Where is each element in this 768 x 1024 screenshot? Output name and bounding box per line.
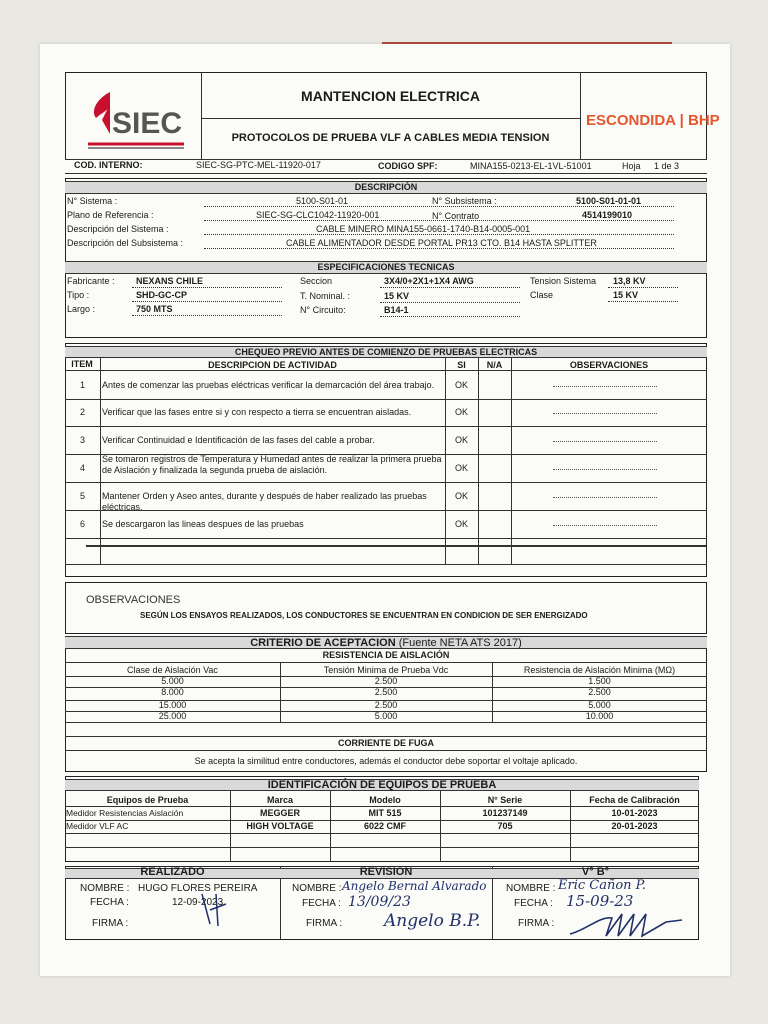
fuga-text: Se acepta la similitud entre conductores, además el conductor debe soportar el voltaje aplicado.: [194, 756, 578, 766]
realizado-signature: [196, 890, 236, 930]
criterio-col2: Tensión Minima de Prueba Vdc: [323, 665, 449, 675]
table-row: [65, 455, 707, 482]
vb-nombre-label: NOMBRE :: [506, 883, 556, 894]
equipos-col-header: Modelo: [369, 795, 401, 805]
table-row: [65, 399, 707, 426]
tension-label: Tension Sistema: [530, 276, 597, 286]
col-si: SI: [457, 360, 466, 370]
tipo-value: SHD-GC-CP: [136, 290, 187, 300]
equipos-cell: 705: [497, 821, 513, 831]
realizado-fecha-label: FECHA :: [90, 897, 129, 908]
circuito-value: B14-1: [384, 305, 409, 315]
row-desc: Antes de comenzar las pruebas eléctricas verificar la demarcación del área trabajo.: [102, 379, 435, 390]
revision-nombre-label: NOMBRE :: [292, 883, 342, 894]
equipos-cell: 20-01-2023: [611, 821, 658, 831]
criterio-cell: 25.000: [158, 711, 187, 721]
hoja-value: 1 de 3: [654, 161, 680, 171]
fuga-title: CORRIENTE DE FUGA: [337, 738, 434, 748]
desc-subsistema-value: CABLE ALIMENTADOR DESDE PORTAL PR13 CTO. B14 HASTA SPLITTER: [286, 238, 597, 248]
observaciones-text: SEGÚN LOS ENSAYOS REALIZADOS, LOS CONDUCTORES SE ENCUENTRAN EN CONDICION DE SER ENERGIZADO: [140, 611, 588, 620]
row-desc: Verificar que las fases entre si y con respecto a tierra se encuentran aisladas.: [102, 406, 412, 417]
criterio-title: CRITERIO DE ACEPTACION: [250, 637, 396, 649]
plano-value: SIEC-SG-CLC1042-11920-001: [256, 210, 380, 220]
equipos-col-header: Equipos de Prueba: [106, 795, 189, 805]
row-desc: Se descargaron las lineas despues de las pruebas: [102, 518, 304, 529]
revision-fecha-label: FECHA :: [302, 898, 341, 909]
sistema-value: 5100-S01-01: [296, 196, 349, 206]
contrato-value: 4514199010: [582, 210, 633, 220]
equipos-cell: 101237149: [482, 808, 528, 818]
row-item: 6: [79, 518, 85, 529]
row-item: 1: [79, 379, 85, 390]
equipos-title: IDENTIFICACIÓN DE EQUIPOS DE PRUEBA: [65, 779, 699, 791]
equipos-cell: HIGH VOLTAGE: [246, 821, 314, 831]
table-row: [65, 676, 707, 687]
row-si: OK: [454, 434, 468, 445]
clase-value: 15 KV: [613, 290, 639, 300]
tnominal-value: 15 KV: [384, 291, 410, 301]
revision-title: REVISION: [359, 866, 413, 878]
clase-label: Clase: [530, 290, 554, 300]
realizado-firma-label: FIRMA :: [92, 918, 129, 929]
row-item: 4: [79, 462, 85, 473]
criterio-cell: 2.500: [374, 687, 398, 697]
col-obs: OBSERVACIONES: [569, 360, 649, 370]
table-row: [65, 483, 707, 510]
table-row: [65, 700, 707, 711]
criterio-source: (Fuente NETA ATS 2017): [398, 637, 522, 649]
table-row: [65, 427, 707, 454]
criterio-col1: Clase de Aislación Vac: [127, 665, 218, 675]
criterio-cell: 5.000: [374, 711, 398, 721]
equipos-col-header: Marca: [266, 795, 293, 805]
sistema-label: N° Sistema :: [67, 196, 118, 206]
criterio-cell: 5.000: [588, 700, 611, 710]
vb-signature: [566, 908, 686, 942]
equipos-cell: Medidor VLF AC: [66, 821, 129, 831]
codigo-spf-label: CODIGO SPF:: [378, 161, 438, 171]
row-desc: Se tomaron registros de Temperatura y Humedad antes de realizar la primera prueba de Aislación y finalizada la segunda prueba de aislación.: [102, 454, 442, 475]
realizado-title: REALIZADO: [140, 866, 205, 878]
col-item: ITEM: [71, 359, 93, 369]
row-si: OK: [454, 462, 468, 473]
cod-interno-value: SIEC-SG-PTC-MEL-11920-017: [196, 160, 321, 170]
vb-title: V° B°: [581, 866, 610, 878]
col-na: N/A: [486, 360, 503, 370]
page-subtitle: PROTOCOLOS DE PRUEBA VLF A CABLES MEDIA TENSION: [231, 132, 550, 144]
equipos-col-header: N° Serie: [487, 795, 523, 805]
criterio-cell: 15.000: [158, 700, 187, 710]
subsistema-value: 5100-S01-01-01: [576, 196, 642, 206]
equipos-cell: Medidor Resistencias Aislación: [66, 808, 184, 818]
especificaciones-title: ESPECIFICACIONES TECNICAS: [65, 261, 707, 274]
fabricante-value: NEXANS CHILE: [136, 276, 204, 286]
criterio-cell: 2.500: [374, 676, 398, 686]
plano-label: Plano de Referencia :: [67, 210, 154, 220]
subsistema-label: N° Subsistema :: [432, 196, 497, 206]
hoja-label: Hoja: [622, 161, 641, 171]
table-row: [65, 511, 707, 538]
criterio-cell: 2.500: [374, 700, 398, 710]
circuito-label: N° Circuito:: [300, 305, 346, 315]
realizado-nombre: HUGO FLORES PEREIRA: [138, 883, 258, 894]
row-desc: Verificar Continuidad e Identificación de las fases del cable a probar.: [102, 434, 375, 445]
top-edge-line: [382, 42, 672, 44]
equipos-col-header: Fecha de Calibración: [589, 795, 680, 805]
row-si: OK: [454, 518, 468, 529]
table-row: [65, 372, 707, 399]
vb-fecha: 15-09-23: [566, 892, 634, 910]
resistencia-title: RESISTENCIA DE AISLACIÓN: [322, 650, 450, 660]
criterio-cell: 1.500: [588, 676, 611, 686]
row-item: 2: [79, 406, 85, 417]
tipo-label: Tipo :: [67, 290, 90, 300]
contrato-label: N° Contrato: [432, 211, 480, 221]
desc-sistema-value: CABLE MINERO MINA155-0661-1740-B14-0005-001: [316, 224, 531, 234]
desc-sistema-label: Descripción del Sistema :: [67, 224, 169, 234]
client-logo: ESCONDIDA | BHP: [586, 112, 720, 129]
vb-firma-label: FIRMA :: [518, 918, 555, 929]
revision-firma: Angelo B.P.: [384, 911, 481, 931]
tnominal-label: T. Nominal. :: [300, 291, 351, 301]
criterio-cell: 10.000: [585, 711, 614, 721]
equipos-cell: 6022 CMF: [363, 821, 407, 831]
seccion-label: Seccion: [300, 276, 333, 286]
equipos-cell: MEGGER: [259, 808, 300, 818]
row-si: OK: [454, 379, 468, 390]
col-desc: DESCRIPCION DE ACTIVIDAD: [208, 360, 337, 370]
page-title: MANTENCION ELECTRICA: [301, 88, 480, 104]
revision-fecha: 13/09/23: [348, 894, 411, 910]
criterio-cell: 2.500: [588, 687, 611, 697]
fabricante-label: Fabricante :: [67, 276, 115, 286]
row-desc: Mantener Orden y Aseo antes, durante y después de haber realizado las pruebas eléctricas.: [102, 490, 427, 512]
vb-nombre: Eric Cañon P.: [558, 878, 646, 893]
siec-logo-text: SIEC: [112, 107, 183, 140]
vb-fecha-label: FECHA :: [514, 898, 553, 909]
chequeo-title: CHEQUEO PREVIO ANTES DE COMIENZO DE PRUEBAS ELECTRICAS: [65, 346, 707, 358]
tension-value: 13,8 KV: [613, 276, 646, 286]
row-item: 3: [79, 434, 85, 445]
codigo-spf-value: MINA155-0213-EL-1VL-51001: [470, 161, 592, 171]
criterio-col3: Resistencia de Aislación Minima (MΩ): [523, 665, 676, 675]
row-item: 5: [79, 490, 85, 501]
table-row: [65, 687, 707, 698]
siec-logo: [80, 84, 190, 150]
observaciones-title: OBSERVACIONES: [86, 594, 181, 606]
revision-firma-label: FIRMA :: [306, 918, 343, 929]
equipos-cell: 10-01-2023: [611, 808, 658, 818]
table-row: [65, 711, 707, 722]
seccion-value: 3X4/0+2X1+1X4 AWG: [384, 276, 474, 286]
revision-nombre: Angelo Bernal Alvarado: [342, 879, 487, 893]
cod-interno-label: COD. INTERNO:: [74, 160, 143, 170]
descripcion-title: DESCRIPCIÓN: [65, 181, 707, 194]
desc-subsistema-label: Descripción del Subsistema :: [67, 238, 184, 248]
row-si: OK: [454, 406, 468, 417]
largo-label: Largo :: [67, 304, 96, 314]
row-si: OK: [454, 490, 468, 501]
realizado-fecha: 12-09-2023: [172, 897, 224, 908]
equipos-cell: MIT 515: [368, 808, 402, 818]
largo-value: 750 MTS: [136, 304, 173, 314]
criterio-cell: 5.000: [161, 676, 184, 686]
realizado-nombre-label: NOMBRE :: [80, 883, 130, 894]
criterio-cell: 8.000: [161, 687, 184, 697]
observaciones-block: [65, 582, 707, 634]
criterio-title-band: [65, 636, 707, 649]
